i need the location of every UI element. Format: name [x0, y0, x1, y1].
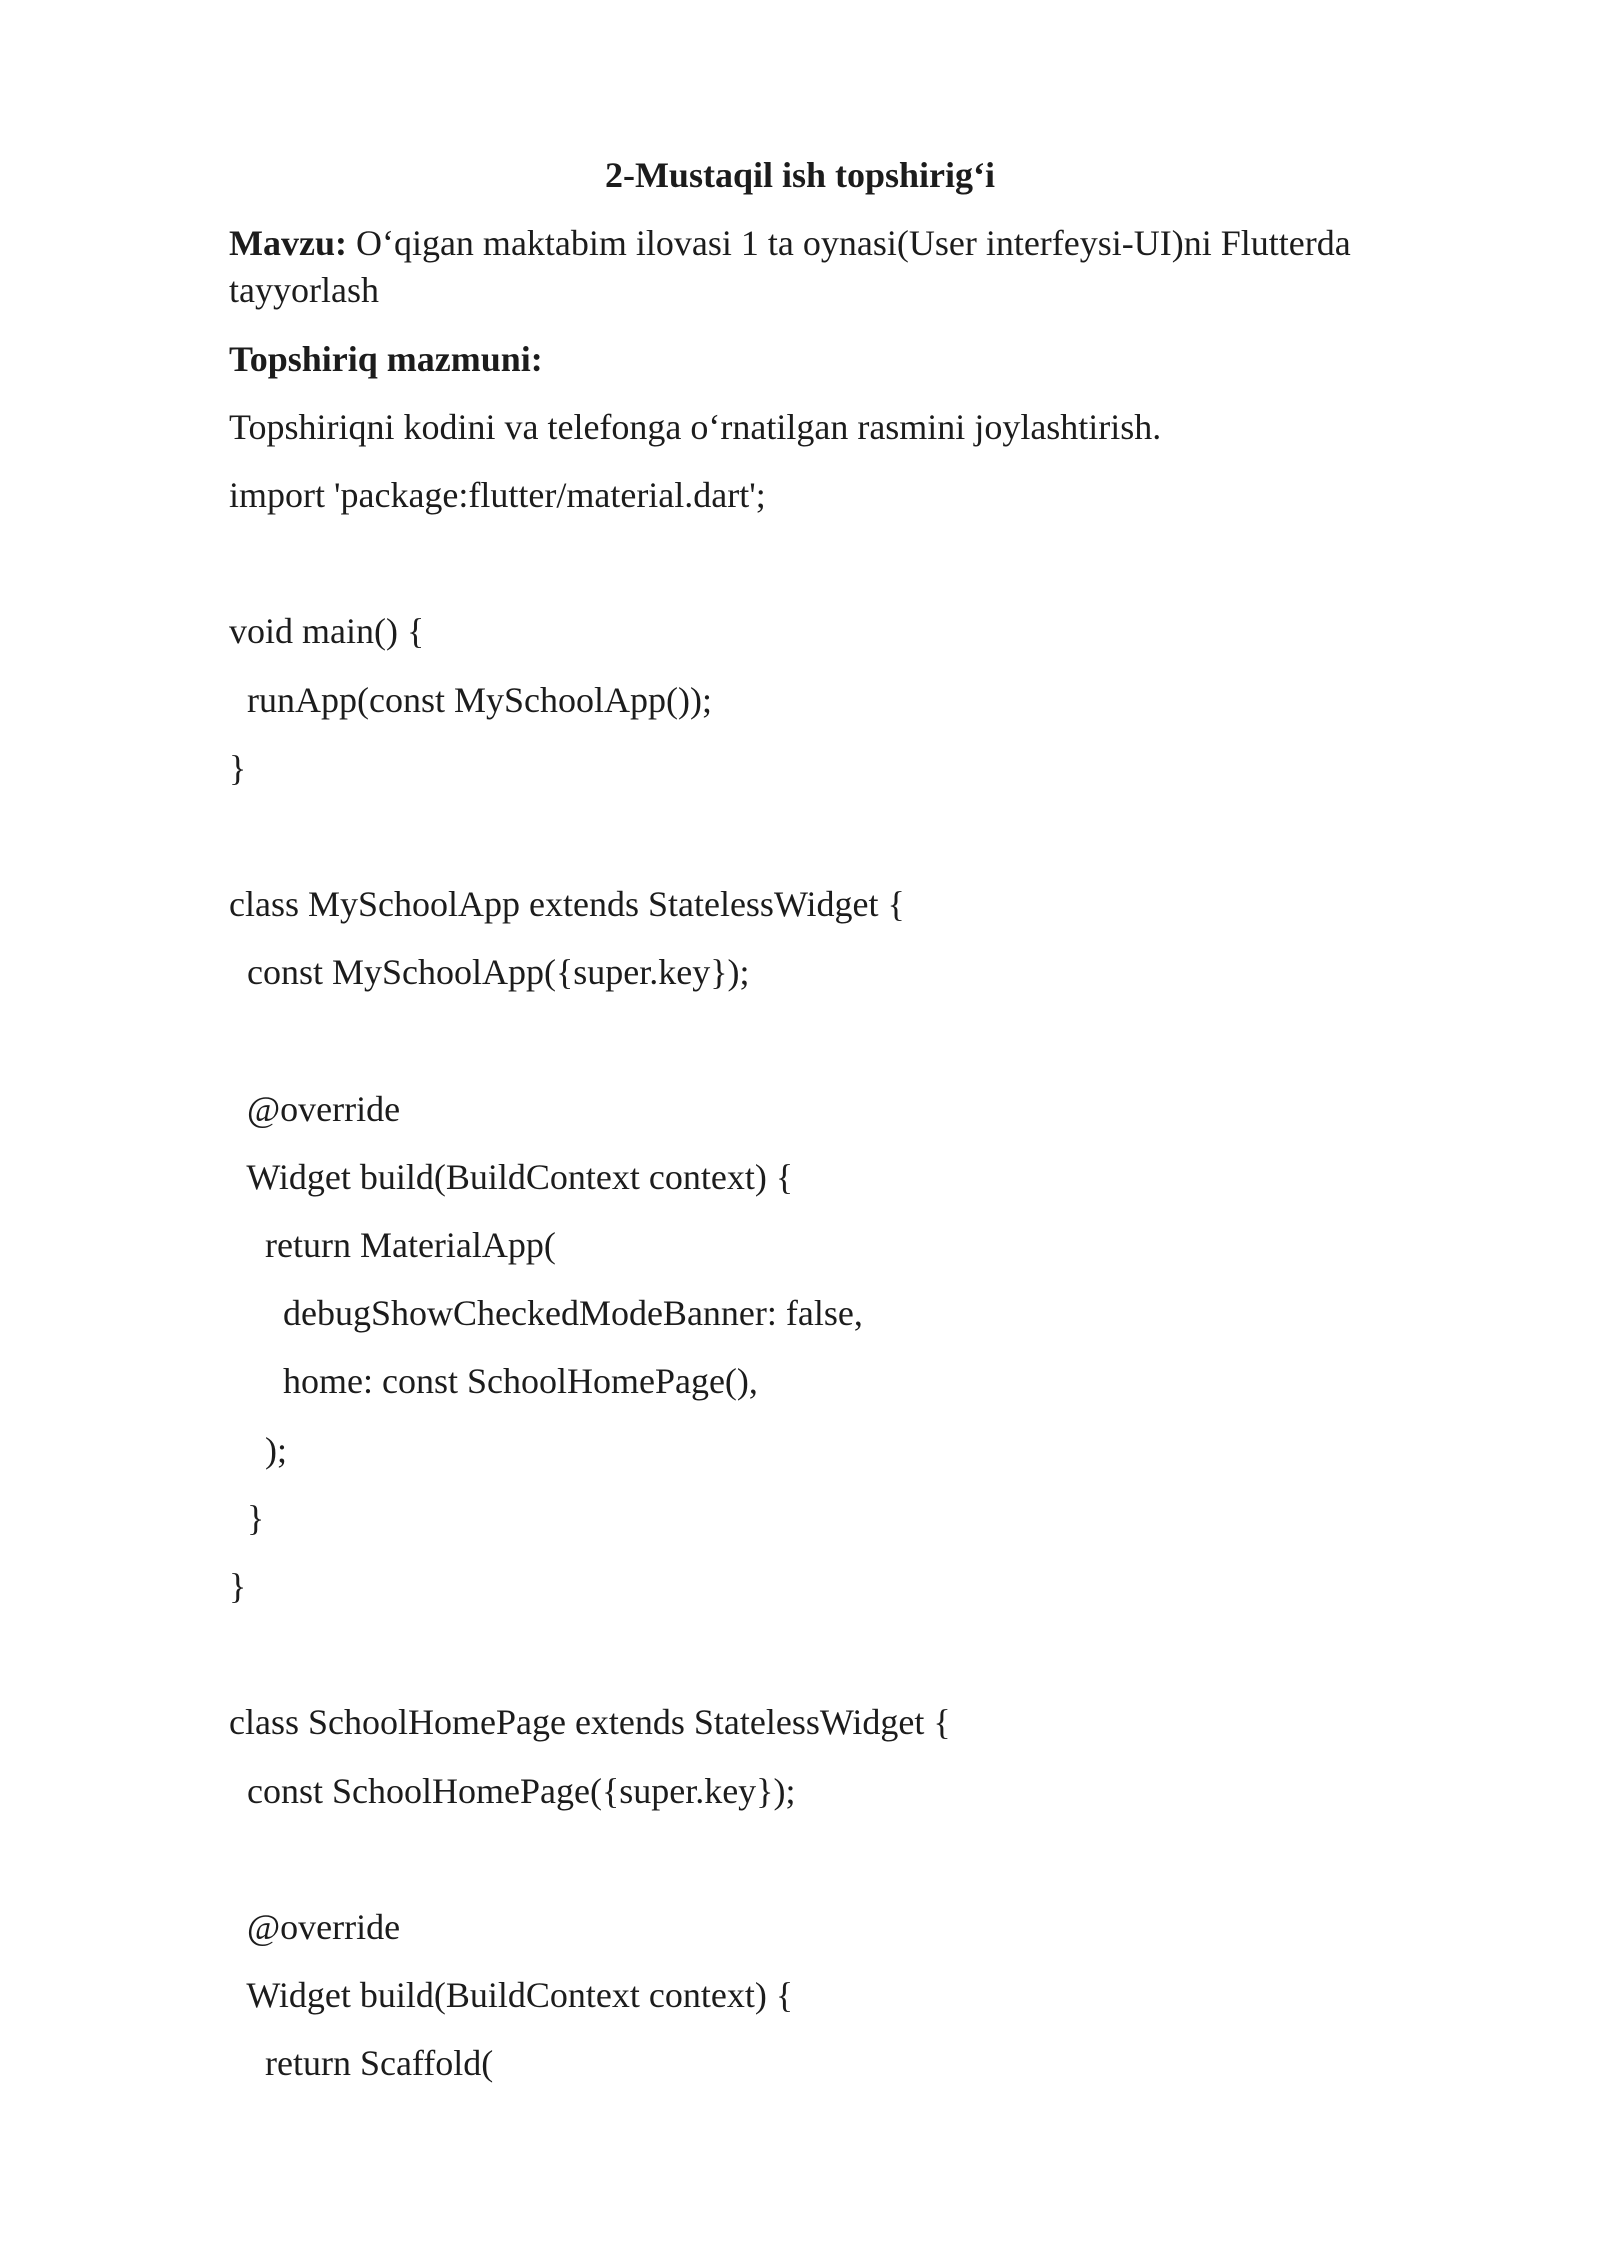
- code-line: [229, 1837, 1479, 1905]
- code-line: [229, 814, 1479, 882]
- topic-label: Mavzu:: [229, 223, 347, 263]
- code-line: }: [229, 747, 247, 788]
- code-line: runApp(const MySchoolApp());: [229, 679, 712, 720]
- code-line: Widget build(BuildContext context) {: [229, 1156, 794, 1197]
- instruction-text: Topshiriqni kodini va telefonga o‘rnatilgan rasmini joylashtirish.: [229, 407, 1162, 447]
- code-line: }: [229, 1497, 265, 1538]
- code-line: void main() {: [229, 611, 425, 652]
- code-line: );: [229, 1429, 287, 1470]
- task-heading: Topshiriq mazmuni:: [229, 339, 543, 379]
- code-listing: [229, 473, 1479, 2110]
- code-line: return Scaffold(: [229, 2043, 494, 2084]
- code-line: [229, 541, 1479, 609]
- code-line: Widget build(BuildContext context) {: [229, 1975, 794, 2016]
- code-line: const SchoolHomePage({super.key});: [229, 1770, 796, 1811]
- code-line: @override: [229, 1906, 401, 1947]
- code-line: import 'package:flutter/material.dart';: [229, 475, 766, 515]
- code-line: [229, 1019, 1479, 1087]
- code-line: home: const SchoolHomePage(),: [229, 1361, 758, 1402]
- code-line: return MaterialApp(: [229, 1225, 556, 1266]
- code-line: }: [229, 1566, 247, 1606]
- code-line: class SchoolHomePage extends StatelessWidget {: [229, 1702, 951, 1743]
- code-line: debugShowCheckedModeBanner: false,: [229, 1293, 863, 1334]
- topic-paragraph: [229, 220, 1429, 314]
- topic-text: O‘qigan maktabim ilovasi 1 ta oynasi(User interfeysi-UI)ni Flutterda tayyorlash: [229, 223, 1351, 310]
- code-line: [229, 1632, 1479, 1700]
- code-line: @override: [229, 1088, 401, 1129]
- code-line: const MySchoolApp({super.key});: [229, 952, 750, 993]
- code-line: class MySchoolApp extends StatelessWidget {: [229, 884, 905, 925]
- document-title: 2-Mustaqil ish topshirig‘i: [604, 155, 996, 195]
